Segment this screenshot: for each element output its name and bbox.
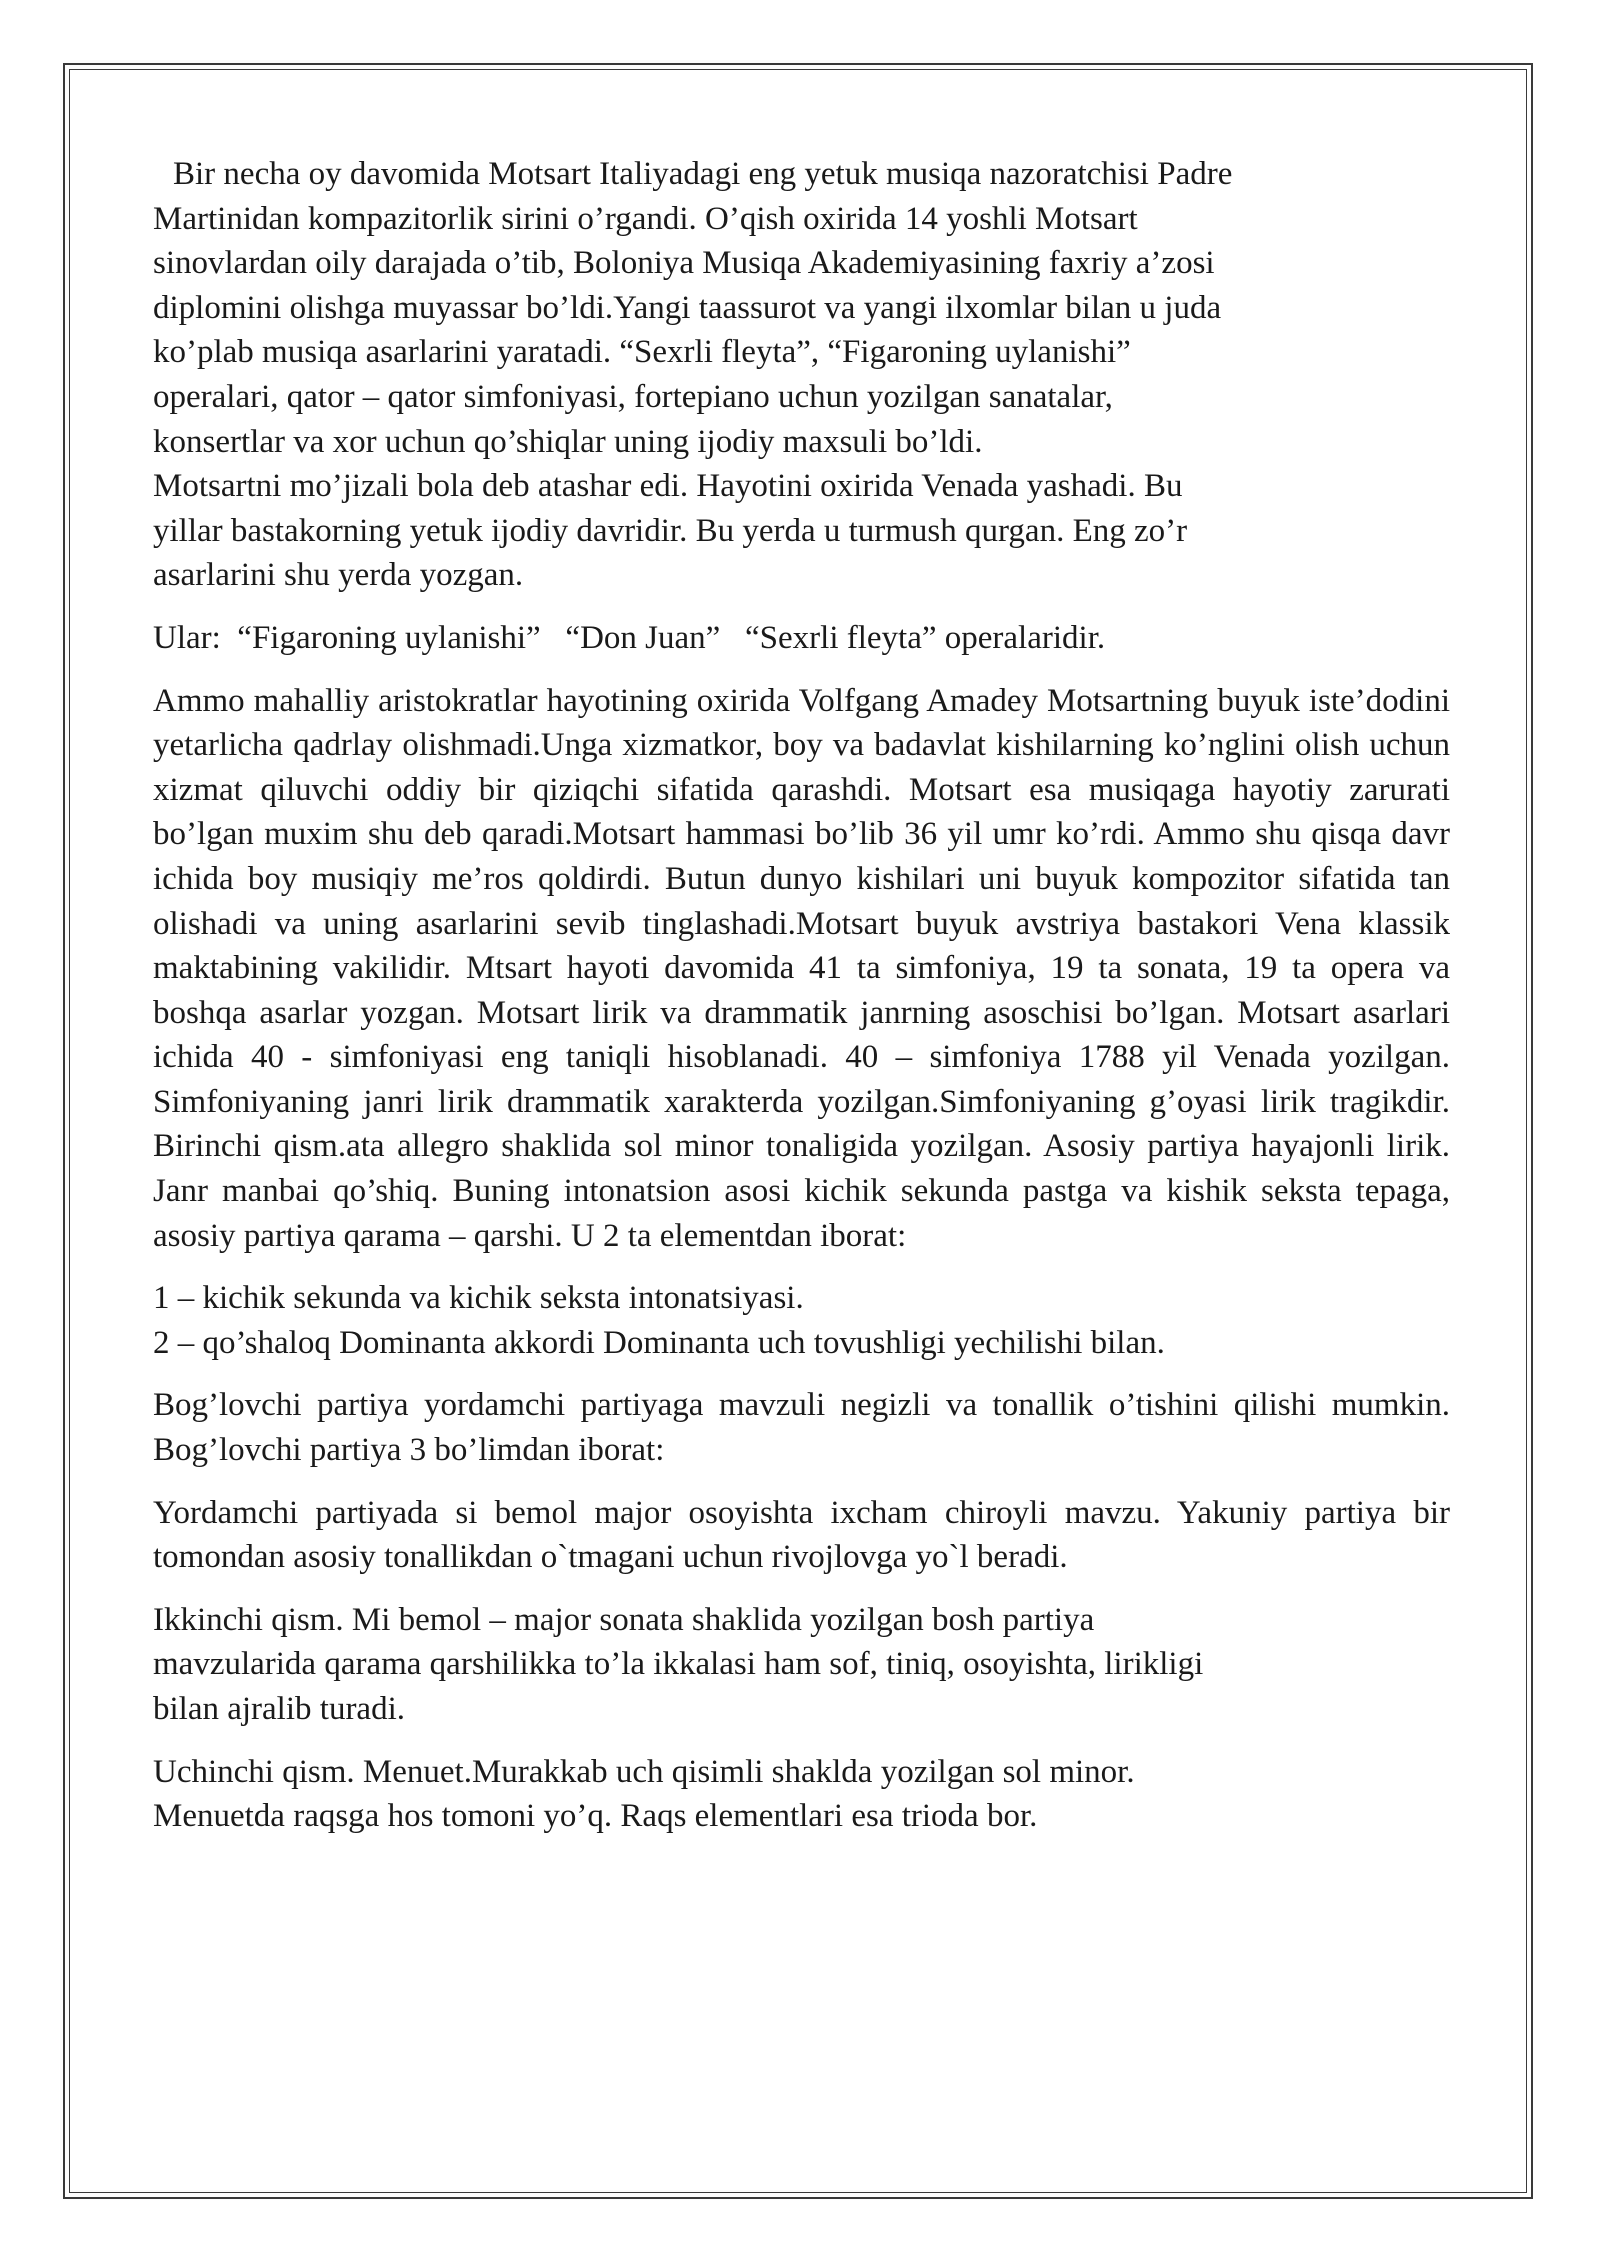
list-item: 2 – qo’shaloq Dominanta akkordi Dominanta uch tovushligi yechilishi bilan. xyxy=(153,1324,1165,1361)
text-line: sinovlardan oily darajada o’tib, Boloniya Musiqa Akademiyasining faxriy a’zosi xyxy=(153,245,1215,282)
text-line: yillar bastakorning yetuk ijodiy davridir. Bu yerda u turmush qurgan. Eng zo’r xyxy=(153,512,1188,549)
paragraph-second-movement xyxy=(153,1598,1450,1732)
paragraph-main: Ammo mahalliy aristokratlar hayotining oxirida Volfgang Amadey Motsartning buyuk iste’dodini yetarlicha qadrlay olishmadi.Unga xizmatkor, boy va badavlat kishilarning ko’nglini olish uchun xizmat qiluvchi oddiy bir qiziqchi sifatida qarashdi. Motsart esa musiqaga hayotiy zarurati bo’lgan muxim shu deb qaradi.Motsart hammasi bo’lib 36 yil umr ko’rdi. Ammo shu qisqa davr ichida boy musiqiy me’ros qoldirdi. Butun dunyo kishilari uni buyuk kompozitor sifatida tan olishadi va uning asarlarini sevib tinglashadi.Motsart buyuk avstriya bastakori Vena klassik maktabining vakilidir. Mtsart hayoti davomida 41 ta simfoniya, 19 ta sonata, 19 ta opera va boshqa asarlar yozgan. Motsart lirik va drammatik janrning asoschisi bo’lgan. Motsart asarlari ichida 40 - simfoniyasi eng taniqli hisoblanadi. 40 – simfoniya 1788 yil Venada yozilgan. Simfoniyaning janri lirik drammatik xarakterda yozilgan.Simfoniyaning g’oyasi lirik tragikdir. Birinchi qism.ata allegro shaklida sol minor tonaligida yozilgan. Asosiy partiya hayajonli lirik. Janr manbai qo’shiq. Buning intonatsion asosi kichik sekunda pastga va kishik seksta tepaga, asosiy partiya qarama – qarshi. U 2 ta elementdan iborat: xyxy=(153,682,1450,1254)
text-line: Motsartni mo’jizali bola deb atashar edi. Hayotini oxirida Venada yashadi. Bu xyxy=(153,468,1183,505)
text-line: Menuetda raqsga hos tomoni yo’q. Raqs elementlari esa trioda bor. xyxy=(153,1798,1038,1835)
text-line: operalari, qator – qator simfoniyasi, fortepiano uchun yozilgan sanatalar, xyxy=(153,378,1113,415)
text-line: Martinidan kompazitorlik sirini o’rgandi. O’qish oxirida 14 yoshli Motsart xyxy=(153,200,1138,237)
text-line: ko’plab musiqa asarlarini yaratadi. “Sexrli fleyta”, “Figaroning uylanishi” xyxy=(153,334,1131,371)
text-line: mavzularida qarama qarshilikka to’la ikkalasi ham sof, tiniq, osoyishta, lirikligi xyxy=(153,1646,1204,1683)
text-line: bilan ajralib turadi. xyxy=(153,1691,405,1727)
paragraph-third-movement xyxy=(153,1750,1450,1839)
text-line: Uchinchi qism. Menuet.Murakkab uch qisimli shaklda yozilgan sol minor. xyxy=(153,1753,1135,1790)
paragraph-connecting-part: Bog’lovchi partiya yordamchi partiyaga mavzuli negizli va tonallik o’tishini qilishi mumkin. Bog’lovchi partiya 3 bo’limdan iborat: xyxy=(153,1387,1450,1469)
document-body xyxy=(153,152,1450,1857)
paragraph-operas: Ular: “Figaroning uylanishi” “Don Juan” “Sexrli fleyta” operalaridir. xyxy=(153,619,1106,656)
text-line: Ikkinchi qism. Mi bemol – major sonata shaklida yozilgan bosh partiya xyxy=(153,1601,1095,1638)
text-line: diplomini olishga muyassar bo’ldi.Yangi taassurot va yangi ilxomlar bilan u juda xyxy=(153,289,1222,326)
paragraph-intro xyxy=(153,152,1450,598)
paragraph-elements-list xyxy=(153,1276,1450,1365)
list-item: 1 – kichik sekunda va kichik seksta intonatsiyasi. xyxy=(153,1280,804,1317)
text-line: konsertlar va xor uchun qo’shiqlar uning ijodiy maxsuli bo’ldi. xyxy=(153,423,983,460)
text-line: Bir necha oy davomida Motsart Italiyadagi eng yetuk musiqa nazoratchisi Padre xyxy=(173,156,1233,192)
text-line: asarlarini shu yerda yozgan. xyxy=(153,557,524,594)
paragraph-secondary-part: Yordamchi partiyada si bemol major osoyishta ixcham chiroyli mavzu. Yakuniy partiya bir tomondan asosiy tonallikdan o`tmagani uchun rivojlovga yo`l beradi. xyxy=(153,1494,1450,1576)
